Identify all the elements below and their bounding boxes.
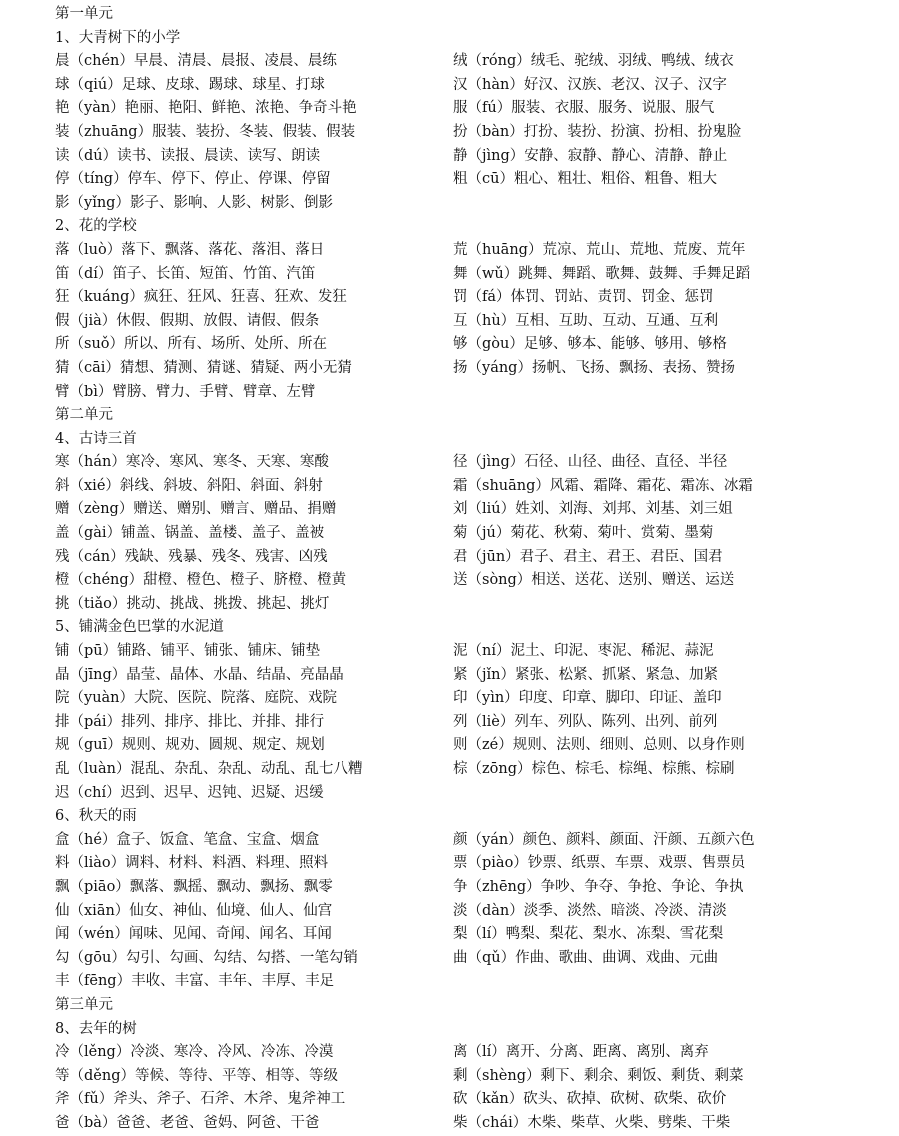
word-entry-left: 寒（hán）寒冷、寒风、寒冬、天寒、寒酸 xyxy=(55,454,329,471)
word-entry-right: 梨（lí）鸭梨、梨花、梨水、冻梨、雪花梨 xyxy=(453,926,724,943)
word-entry-row xyxy=(55,121,895,145)
section-heading xyxy=(55,27,895,51)
word-entry-right: 送（sòng）相送、送花、送别、赠送、运送 xyxy=(453,572,735,589)
word-entry-row xyxy=(55,310,895,334)
word-entry-row xyxy=(55,569,895,593)
word-entry-right: 柴（chái）木柴、柴草、火柴、劈柴、干柴 xyxy=(453,1114,731,1131)
word-entry-left: 冷（lěng）冷淡、寒冷、冷风、冷冻、冷漠 xyxy=(55,1044,334,1061)
word-entry-row xyxy=(55,876,895,900)
word-entry-right: 互（hù）互相、互助、互动、互通、互利 xyxy=(453,312,719,329)
word-entry-left: 艳（yàn）艳丽、艳阳、鲜艳、浓艳、争奇斗艳 xyxy=(55,100,357,117)
word-entry-right: 离（lí）离开、分离、距离、离别、离弃 xyxy=(453,1044,709,1061)
word-entry-left: 装（zhuāng）服装、装扮、冬装、假装、假装 xyxy=(55,123,356,140)
word-entry-right: 票（piào）钞票、纸票、车票、戏票、售票员 xyxy=(453,855,746,872)
word-entry-row xyxy=(55,734,895,758)
word-entry-left: 挑（tiǎo）挑动、挑战、挑拨、挑起、挑灯 xyxy=(55,595,330,612)
word-list-document xyxy=(55,3,895,1136)
word-entry-left: 赠（zèng）赠送、赠别、赠言、赠品、捐赠 xyxy=(55,501,337,518)
word-entry-row xyxy=(55,97,895,121)
heading-text: 第三单元 xyxy=(55,996,113,1013)
word-entry-left: 仙（xiān）仙女、神仙、仙境、仙人、仙宫 xyxy=(55,902,333,919)
word-entry-right: 泥（ní）泥土、印泥、枣泥、稀泥、蒜泥 xyxy=(453,643,714,660)
heading-text: 1、大青树下的小学 xyxy=(55,29,181,46)
word-entry-right: 印（yìn）印度、印章、脚印、印证、盖印 xyxy=(453,690,722,707)
word-entry-left: 影（yǐng）影子、影响、人影、树影、倒影 xyxy=(55,194,333,211)
word-entry-right: 则（zé）规则、法则、细则、总则、以身作则 xyxy=(453,737,745,754)
word-entry-row xyxy=(55,333,895,357)
section-heading xyxy=(55,994,895,1018)
heading-text: 4、古诗三首 xyxy=(55,430,137,447)
word-entry-right: 棕（zōng）棕色、棕毛、棕绳、棕熊、棕刷 xyxy=(453,761,735,777)
word-entry-left: 迟（chí）迟到、迟早、迟钝、迟疑、迟缓 xyxy=(55,784,324,801)
section-heading xyxy=(55,428,895,452)
word-entry-left: 狂（kuáng）疯狂、狂风、狂喜、狂欢、发狂 xyxy=(55,289,347,306)
section-heading xyxy=(55,1018,895,1042)
word-entry-row xyxy=(55,168,895,192)
word-entry-row xyxy=(55,852,895,876)
word-entry-right: 静（jìng）安静、寂静、静心、清静、静止 xyxy=(453,147,728,164)
word-entry-row xyxy=(55,829,895,853)
heading-text: 第一单元 xyxy=(55,6,113,22)
word-entry-right: 绒（róng）绒毛、驼绒、羽绒、鸭绒、绒衣 xyxy=(453,53,734,70)
word-entry-left: 盖（gài）铺盖、锅盖、盖楼、盖子、盖被 xyxy=(55,525,325,542)
word-entry-row xyxy=(55,475,895,499)
word-entry-left: 爸（bà）爸爸、老爸、爸妈、阿爸、干爸 xyxy=(55,1114,320,1131)
word-entry-row xyxy=(55,1112,895,1136)
word-entry-left: 勾（gōu）勾引、勾画、勾结、勾搭、一笔勾销 xyxy=(55,949,358,966)
word-entry-row xyxy=(55,451,895,475)
heading-text: 2、花的学校 xyxy=(55,218,137,235)
word-entry-row xyxy=(55,782,895,806)
word-entry-left: 盒（hé）盒子、饭盒、笔盒、宝盒、烟盒 xyxy=(55,831,320,848)
word-entry-left: 落（luò）落下、飘落、落花、落泪、落日 xyxy=(55,241,325,258)
word-entry-row xyxy=(55,1088,895,1112)
word-entry-row xyxy=(55,687,895,711)
word-entry-row xyxy=(55,145,895,169)
word-entry-left: 丰（fēng）丰收、丰富、丰年、丰厚、丰足 xyxy=(55,973,335,990)
heading-text: 5、铺满金色巴掌的水泥道 xyxy=(55,619,224,636)
word-entry-right: 径（jìng）石径、山径、曲径、直径、半径 xyxy=(453,454,728,471)
word-entry-left: 乱（luàn）混乱、杂乱、杂乱、动乱、乱七八糟 xyxy=(55,761,363,777)
word-entry-left: 飘（piāo）飘落、飘摇、飘动、飘扬、飘零 xyxy=(55,878,333,895)
word-entry-right: 列（liè）列车、列队、陈列、出列、前列 xyxy=(453,713,718,730)
word-entry-left: 停（tíng）停车、停下、停止、停课、停留 xyxy=(55,171,331,188)
word-entry-right: 霜（shuāng）风霜、霜降、霜花、霜冻、冰霜 xyxy=(453,477,753,494)
word-entry-row xyxy=(55,239,895,263)
word-entry-left: 笛（dí）笛子、长笛、短笛、竹笛、汽笛 xyxy=(55,265,316,282)
word-entry-right: 服（fú）服装、衣服、服务、说服、服气 xyxy=(453,100,715,117)
word-entry-row xyxy=(55,640,895,664)
word-entry-left: 院（yuàn）大院、医院、院落、庭院、戏院 xyxy=(55,690,338,707)
word-entry-right: 砍（kǎn）砍头、砍掉、砍树、砍柴、砍价 xyxy=(453,1091,727,1108)
word-entry-row xyxy=(55,947,895,971)
word-entry-left: 规（guī）规则、规劝、圆规、规定、规划 xyxy=(55,737,325,754)
word-entry-right: 扮（bàn）打扮、装扮、扮演、扮相、扮鬼脸 xyxy=(453,123,742,140)
word-entry-row xyxy=(55,970,895,994)
word-entry-row xyxy=(55,758,895,782)
section-heading xyxy=(55,805,895,829)
word-entry-left: 铺（pū）铺路、铺平、铺张、铺床、铺垫 xyxy=(55,643,321,660)
word-entry-row xyxy=(55,381,895,405)
word-entry-row xyxy=(55,1065,895,1089)
word-entry-left: 假（jià）休假、假期、放假、请假、假条 xyxy=(55,312,320,329)
word-entry-left: 残（cán）残缺、残暴、残冬、残害、凶残 xyxy=(55,548,328,565)
section-heading xyxy=(55,3,895,27)
word-entry-left: 猜（cāi）猜想、猜测、猜谜、猜疑、两小无猜 xyxy=(55,359,352,376)
word-entry-left: 闻（wén）闻味、见闻、奇闻、闻名、耳闻 xyxy=(55,926,332,943)
heading-text: 6、秋天的雨 xyxy=(55,808,137,825)
word-entry-left: 臂（bì）臂膀、臂力、手臂、臂章、左臂 xyxy=(55,383,316,400)
word-entry-left: 球（qiú）足球、皮球、踢球、球星、打球 xyxy=(55,76,325,93)
word-entry-left: 所（suǒ）所以、所有、场所、处所、所在 xyxy=(55,336,328,353)
word-entry-row xyxy=(55,900,895,924)
word-entry-right: 曲（qǔ）作曲、歌曲、曲调、戏曲、元曲 xyxy=(453,949,719,966)
heading-text: 第二单元 xyxy=(55,407,113,424)
word-entry-row xyxy=(55,593,895,617)
word-entry-right: 刘（liú）姓刘、刘海、刘邦、刘基、刘三姐 xyxy=(453,501,733,518)
word-entry-right: 荒（huāng）荒凉、荒山、荒地、荒废、荒年 xyxy=(453,241,746,258)
section-heading xyxy=(55,616,895,640)
section-heading xyxy=(55,215,895,239)
word-entry-row xyxy=(55,263,895,287)
word-entry-right: 君（jūn）君子、君主、君王、君臣、国君 xyxy=(453,548,723,565)
word-entry-right: 粗（cū）粗心、粗壮、粗俗、粗鲁、粗大 xyxy=(453,171,717,188)
word-entry-left: 排（pái）排列、排序、排比、并排、排行 xyxy=(55,713,325,730)
word-entry-row xyxy=(55,286,895,310)
word-entry-row xyxy=(55,546,895,570)
word-entry-left: 料（liào）调料、材料、料酒、料理、照料 xyxy=(55,855,329,872)
word-entry-right: 舞（wǔ）跳舞、舞蹈、歌舞、鼓舞、手舞足蹈 xyxy=(453,265,751,282)
word-entry-right: 够（gòu）足够、够本、能够、够用、够格 xyxy=(453,336,727,353)
word-entry-left: 晶（jīng）晶莹、晶体、水晶、结晶、亮晶晶 xyxy=(55,666,344,683)
word-entry-right: 菊（jú）菊花、秋菊、菊叶、赏菊、墨菊 xyxy=(453,525,714,542)
word-entry-row xyxy=(55,50,895,74)
word-entry-row xyxy=(55,498,895,522)
word-entry-row xyxy=(55,522,895,546)
word-entry-right: 争（zhēng）争吵、争夺、争抢、争论、争执 xyxy=(453,878,744,895)
word-entry-row xyxy=(55,357,895,381)
word-entry-row xyxy=(55,711,895,735)
word-entry-row xyxy=(55,74,895,98)
heading-text: 8、去年的树 xyxy=(55,1020,137,1037)
word-entry-right: 扬（yáng）扬帆、飞扬、飘扬、表扬、赞扬 xyxy=(453,359,735,376)
word-entry-right: 剩（shèng）剩下、剩余、剩饭、剩货、剩菜 xyxy=(453,1067,744,1084)
word-entry-right: 罚（fá）体罚、罚站、责罚、罚金、惩罚 xyxy=(453,289,714,306)
word-entry-left: 等（děng）等候、等待、平等、相等、等级 xyxy=(55,1067,338,1084)
section-heading xyxy=(55,404,895,428)
word-entry-left: 斧（fǔ）斧头、斧子、石斧、木斧、鬼斧神工 xyxy=(55,1091,346,1108)
word-entry-row xyxy=(55,1041,895,1065)
word-entry-right: 紧（jǐn）紧张、松紧、抓紧、紧急、加紧 xyxy=(453,666,718,683)
word-entry-right: 淡（dàn）淡季、淡然、暗淡、冷淡、清淡 xyxy=(453,902,727,919)
word-entry-row xyxy=(55,192,895,216)
word-entry-right: 汉（hàn）好汉、汉族、老汉、汉子、汉字 xyxy=(453,76,727,93)
word-entry-left: 橙（chéng）甜橙、橙色、橙子、脐橙、橙黄 xyxy=(55,572,347,589)
word-entry-left: 斜（xié）斜线、斜坡、斜阳、斜面、斜射 xyxy=(55,477,323,494)
word-entry-left: 读（dú）读书、读报、晨读、读写、朗读 xyxy=(55,147,321,164)
word-entry-row xyxy=(55,923,895,947)
word-entry-row xyxy=(55,664,895,688)
word-entry-left: 晨（chén）早晨、清晨、晨报、凌晨、晨练 xyxy=(55,53,337,70)
word-entry-right: 颜（yán）颜色、颜料、颜面、汗颜、五颜六色 xyxy=(453,831,755,848)
